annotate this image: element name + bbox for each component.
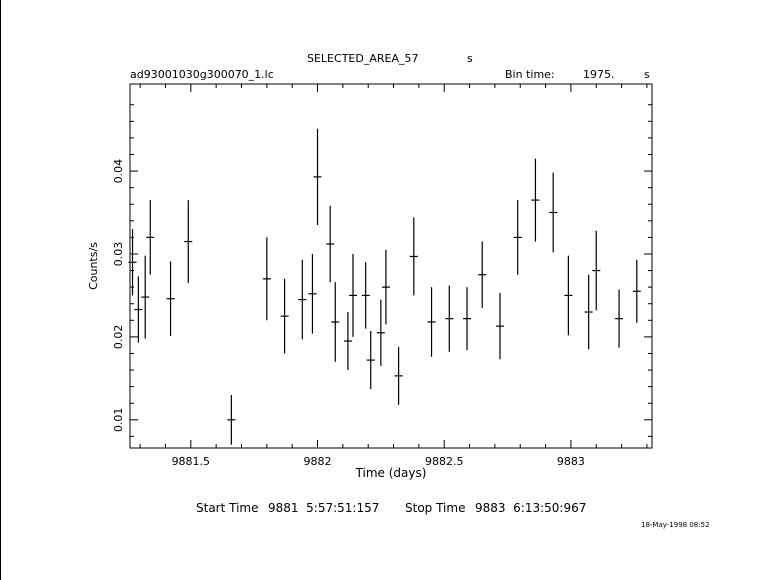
y-axis-label: Counts/s [87, 242, 100, 290]
start-time-value: 9881 5:57:51:157 [268, 501, 380, 515]
start-time-label: Start Time [196, 501, 259, 515]
y-tick-label: 0.04 [112, 158, 125, 184]
y-tick-label: 0.02 [112, 324, 125, 350]
x-tick-label: 9882 [303, 455, 332, 468]
x-axis-label: Time (days) [355, 466, 427, 480]
stop-time-value: 9883 6:13:50:967 [475, 501, 587, 515]
y-tick-label: 0.01 [112, 407, 125, 433]
plot-frame [130, 84, 652, 448]
y-tick-label: 0.03 [112, 241, 126, 267]
bin-time-unit: s [644, 68, 650, 81]
bin-time-label: Bin time: [505, 68, 555, 81]
x-tick-label: 9881.5 [171, 455, 211, 468]
object-unit: s [467, 52, 473, 65]
x-tick-label: 9882.5 [424, 455, 464, 468]
x-tick-label: 9883 [556, 455, 585, 468]
bin-time-value: 1975. [583, 68, 615, 81]
date-stamp: 18-May-1998 08:52 [641, 521, 710, 529]
object-name: SELECTED_AREA_57 [307, 52, 419, 65]
stop-time-label: Stop Time [405, 501, 466, 515]
file-name: ad93001030g300070_1.lc [130, 68, 274, 81]
